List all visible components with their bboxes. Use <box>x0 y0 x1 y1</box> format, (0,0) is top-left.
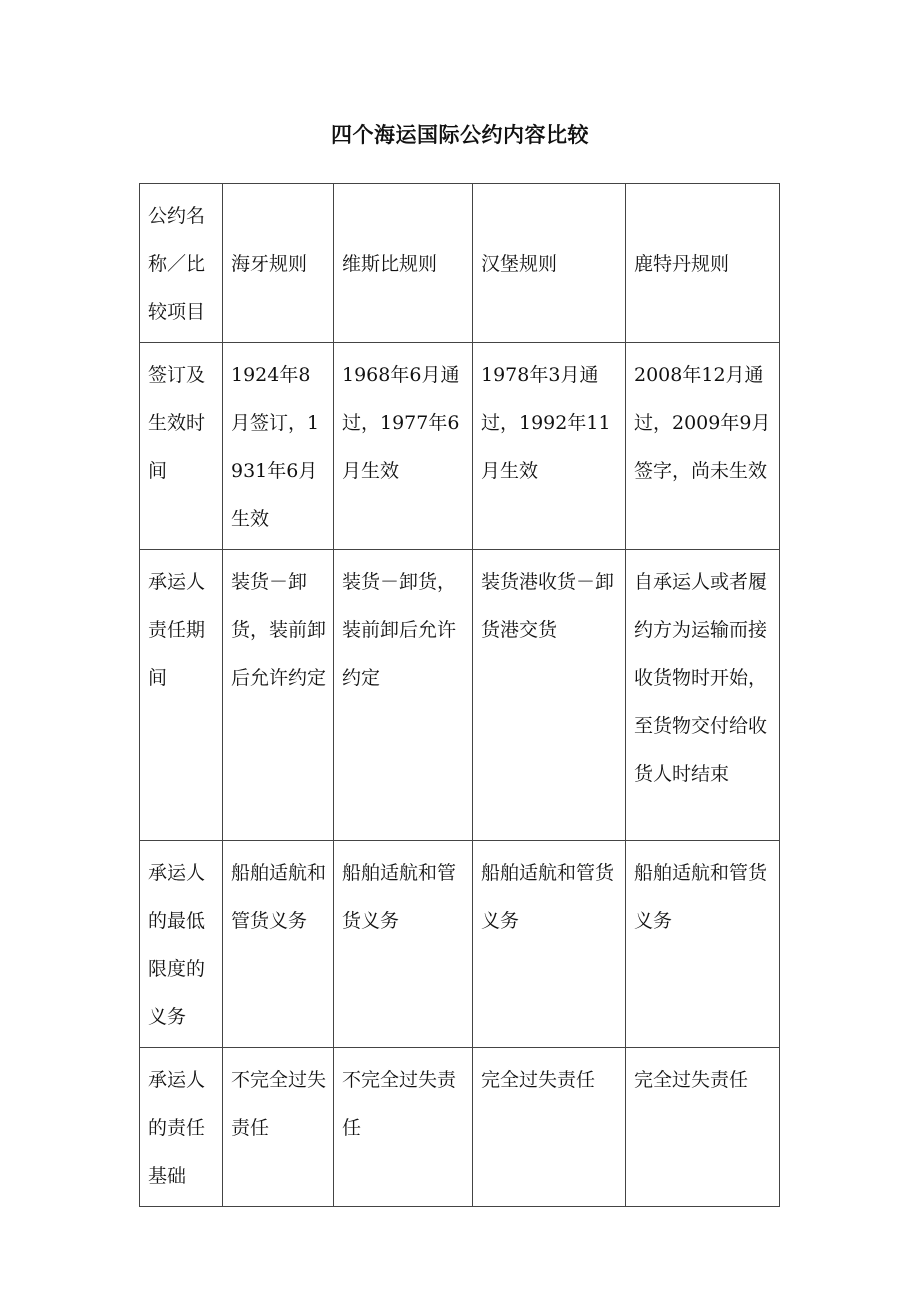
table-cell: 不完全过失责任 <box>223 1048 334 1207</box>
table-row <box>140 550 780 841</box>
table-cell: 船舶适航和管货义务 <box>223 841 334 1048</box>
document-title: 四个海运国际公约内容比较 <box>331 122 589 147</box>
table-cell: 装货－卸货，装前卸后允许约定 <box>334 550 473 841</box>
table-cell: 船舶适航和管货义务 <box>626 841 780 1048</box>
table-row <box>140 1048 780 1207</box>
table-cell: 1924年8月签订，1931年6月生效 <box>223 343 334 550</box>
table-cell: 自承运人或者履约方为运输而接收货物时开始，至货物交付给收货人时结束 <box>626 550 780 841</box>
table-cell: 完全过失责任 <box>626 1048 780 1207</box>
row-label: 签订及生效时间 <box>140 343 223 550</box>
table-header-row <box>140 184 780 343</box>
table-cell: 船舶适航和管货义务 <box>334 841 473 1048</box>
table-row <box>140 343 780 550</box>
table-row <box>140 841 780 1048</box>
column-header-visby: 维斯比规则 <box>334 184 473 343</box>
column-header-rotterdam: 鹿特丹规则 <box>626 184 780 343</box>
table-cell: 不完全过失责任 <box>334 1048 473 1207</box>
table-cell: 完全过失责任 <box>473 1048 626 1207</box>
table-cell: 装货－卸货，装前卸后允许约定 <box>223 550 334 841</box>
table-cell: 1978年3月通过，1992年11月生效 <box>473 343 626 550</box>
table-cell: 2008年12月通过，2009年9月签字，尚未生效 <box>626 343 780 550</box>
column-header-hague: 海牙规则 <box>223 184 334 343</box>
row-label: 承运人的最低限度的义务 <box>140 841 223 1048</box>
row-label: 承运人的责任基础 <box>140 1048 223 1207</box>
header-corner-cell: 公约名称／比较项目 <box>140 184 223 343</box>
table-cell: 装货港收货－卸货港交货 <box>473 550 626 841</box>
table-cell: 船舶适航和管货义务 <box>473 841 626 1048</box>
table-cell: 1968年6月通过，1977年6月生效 <box>334 343 473 550</box>
row-label: 承运人责任期间 <box>140 550 223 841</box>
convention-comparison-table <box>139 183 780 1207</box>
column-header-hamburg: 汉堡规则 <box>473 184 626 343</box>
